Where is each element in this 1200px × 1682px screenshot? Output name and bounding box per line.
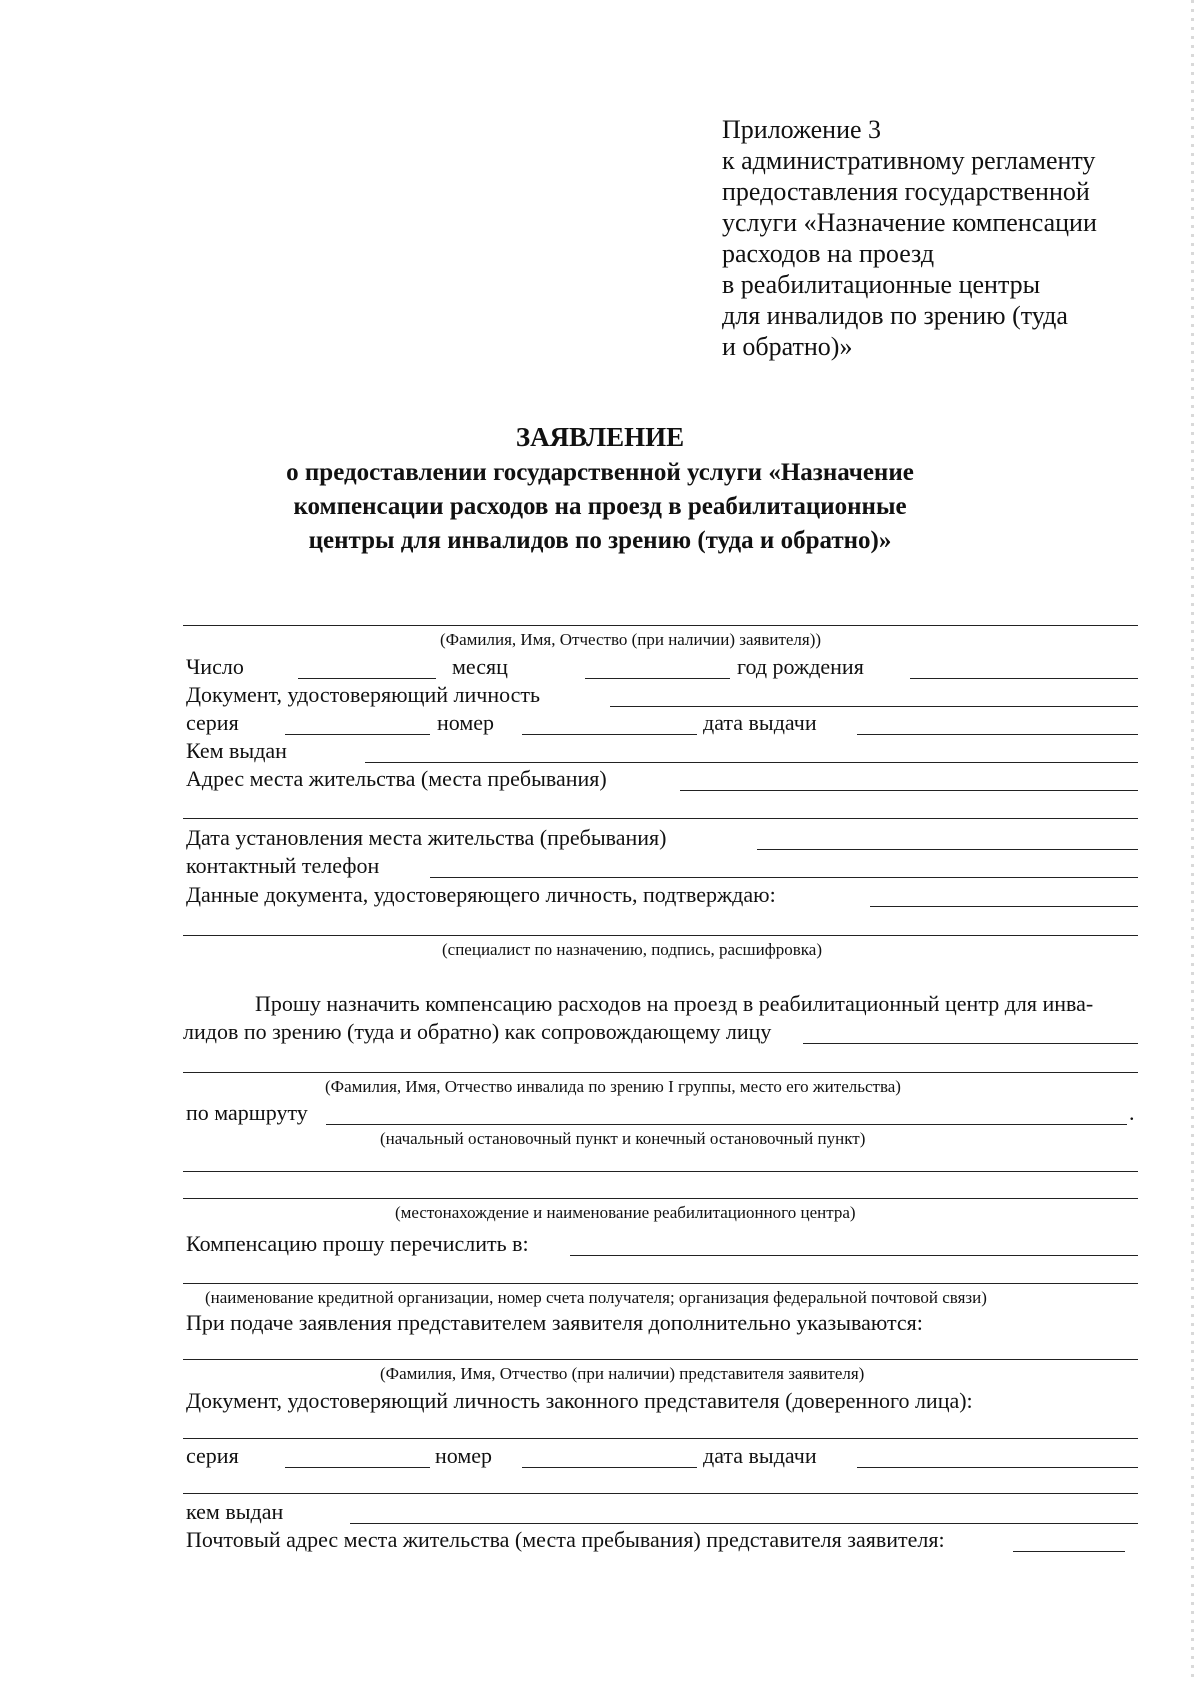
rep-series-label: серия (186, 1443, 239, 1468)
subtitle-line: компенсации расходов на проезд в реабилитационные (293, 493, 907, 520)
specialist-signature-field[interactable] (183, 935, 1138, 936)
scan-edge (1191, 0, 1194, 1682)
center-field-line-2[interactable] (183, 1198, 1138, 1199)
address-field-continuation[interactable] (183, 818, 1138, 819)
identity-document-label: Документ, удостоверяющий личность (186, 682, 541, 707)
address-label: Адрес места жительства (места пребывания) (186, 766, 607, 791)
phone-label: контактный телефон (186, 853, 380, 878)
annex-line: для инвалидов по зрению (туда (722, 301, 1068, 330)
confirm-field[interactable] (870, 906, 1138, 907)
rep-issued-by-field[interactable] (350, 1523, 1138, 1524)
companion-field[interactable] (803, 1043, 1138, 1044)
rep-postal-address-label: Почтовый адрес места жительства (места пребывания) представителя заявителя: (186, 1527, 945, 1552)
issued-by-label: Кем выдан (186, 738, 287, 763)
route-field[interactable] (326, 1124, 1127, 1125)
rep-issue-date-label: дата выдачи (703, 1443, 817, 1468)
birth-year-field[interactable] (910, 678, 1138, 679)
subtitle-line: центры для инвалидов по зрению (туда и обратно)» (308, 527, 892, 554)
representative-name-caption: (Фамилия, Имя, Отчество (при наличии) представителя заявителя) (380, 1364, 865, 1383)
document-subtitle (220, 456, 980, 558)
rep-number-field[interactable] (522, 1467, 697, 1468)
confirm-label: Данные документа, удостоверяющего личность, подтверждаю: (186, 882, 776, 907)
representative-document-label: Документ, удостоверяющий личность законного представителя (доверенного лица): (186, 1388, 973, 1413)
annex-line: предоставления государственной (722, 177, 1090, 206)
transfer-label: Компенсацию прошу перечислить в: (186, 1231, 529, 1256)
disabled-person-caption: (Фамилия, Имя, Отчество инвалида по зрению I группы, место его жительства) (325, 1077, 901, 1096)
rep-document-extra-field[interactable] (183, 1493, 1138, 1494)
representative-name-field[interactable] (183, 1359, 1138, 1360)
day-field[interactable] (298, 678, 436, 679)
rep-series-field[interactable] (285, 1467, 430, 1468)
specialist-caption: (специалист по назначению, подпись, расшифровка) (442, 940, 822, 959)
month-field[interactable] (585, 678, 730, 679)
issued-by-field[interactable] (365, 762, 1138, 763)
annex-header (722, 114, 1162, 362)
series-label: серия (186, 710, 239, 735)
day-label: Число (186, 654, 244, 679)
birth-year-label: год рождения (737, 654, 864, 679)
annex-line: Приложение 3 (722, 115, 882, 144)
annex-line: расходов на проезд (722, 239, 935, 268)
annex-line: в реабилитационные центры (722, 270, 1041, 299)
residence-date-label: Дата установления места жительства (пребывания) (186, 825, 667, 850)
applicant-name-caption: (Фамилия, Имя, Отчество (при наличии) заявителя)) (440, 630, 822, 649)
rep-postal-address-field[interactable] (1013, 1551, 1125, 1552)
center-field-line-1[interactable] (183, 1171, 1138, 1172)
number-label: номер (437, 710, 495, 735)
issue-date-field[interactable] (857, 734, 1138, 735)
representative-note: При подаче заявления представителем заявителя дополнительно указываются: (186, 1310, 923, 1335)
month-label: месяц (452, 654, 508, 679)
route-caption: (начальный остановочный пункт и конечный остановочный пункт) (380, 1129, 866, 1148)
route-end-mark: . (1129, 1100, 1135, 1125)
bank-field[interactable] (183, 1283, 1138, 1284)
bank-caption: (наименование кредитной организации, номер счета получателя; организация федеральной почтовой связи) (205, 1288, 987, 1307)
rep-number-label: номер (435, 1443, 493, 1468)
annex-line: и обратно)» (722, 332, 853, 361)
number-field[interactable] (522, 734, 697, 735)
applicant-name-field[interactable] (183, 625, 1138, 626)
transfer-field[interactable] (570, 1255, 1138, 1256)
center-caption: (местонахождение и наименование реабилитационного центра) (395, 1203, 856, 1222)
request-line-1: Прошу назначить компенсацию расходов на проезд в реабилитационный центр для инва- (255, 991, 1094, 1016)
disabled-person-field[interactable] (183, 1072, 1138, 1073)
rep-issue-date-field[interactable] (857, 1467, 1138, 1468)
representative-document-field[interactable] (183, 1438, 1138, 1439)
residence-date-field[interactable] (757, 849, 1138, 850)
subtitle-line: о предоставлении государственной услуги «Назначение (286, 459, 914, 486)
rep-issued-by-label: кем выдан (186, 1499, 284, 1524)
request-line-2: лидов по зрению (туда и обратно) как сопровождающему лицу (183, 1019, 772, 1044)
annex-line: услуги «Назначение компенсации (722, 208, 1097, 237)
series-field[interactable] (285, 734, 430, 735)
phone-field[interactable] (430, 877, 1138, 878)
annex-line: к административному регламенту (722, 146, 1096, 175)
issue-date-label: дата выдачи (703, 710, 817, 735)
document-title: ЗАЯВЛЕНИЕ (515, 422, 685, 452)
identity-document-field[interactable] (610, 706, 1138, 707)
route-label: по маршруту (186, 1100, 308, 1125)
address-field[interactable] (680, 790, 1138, 791)
